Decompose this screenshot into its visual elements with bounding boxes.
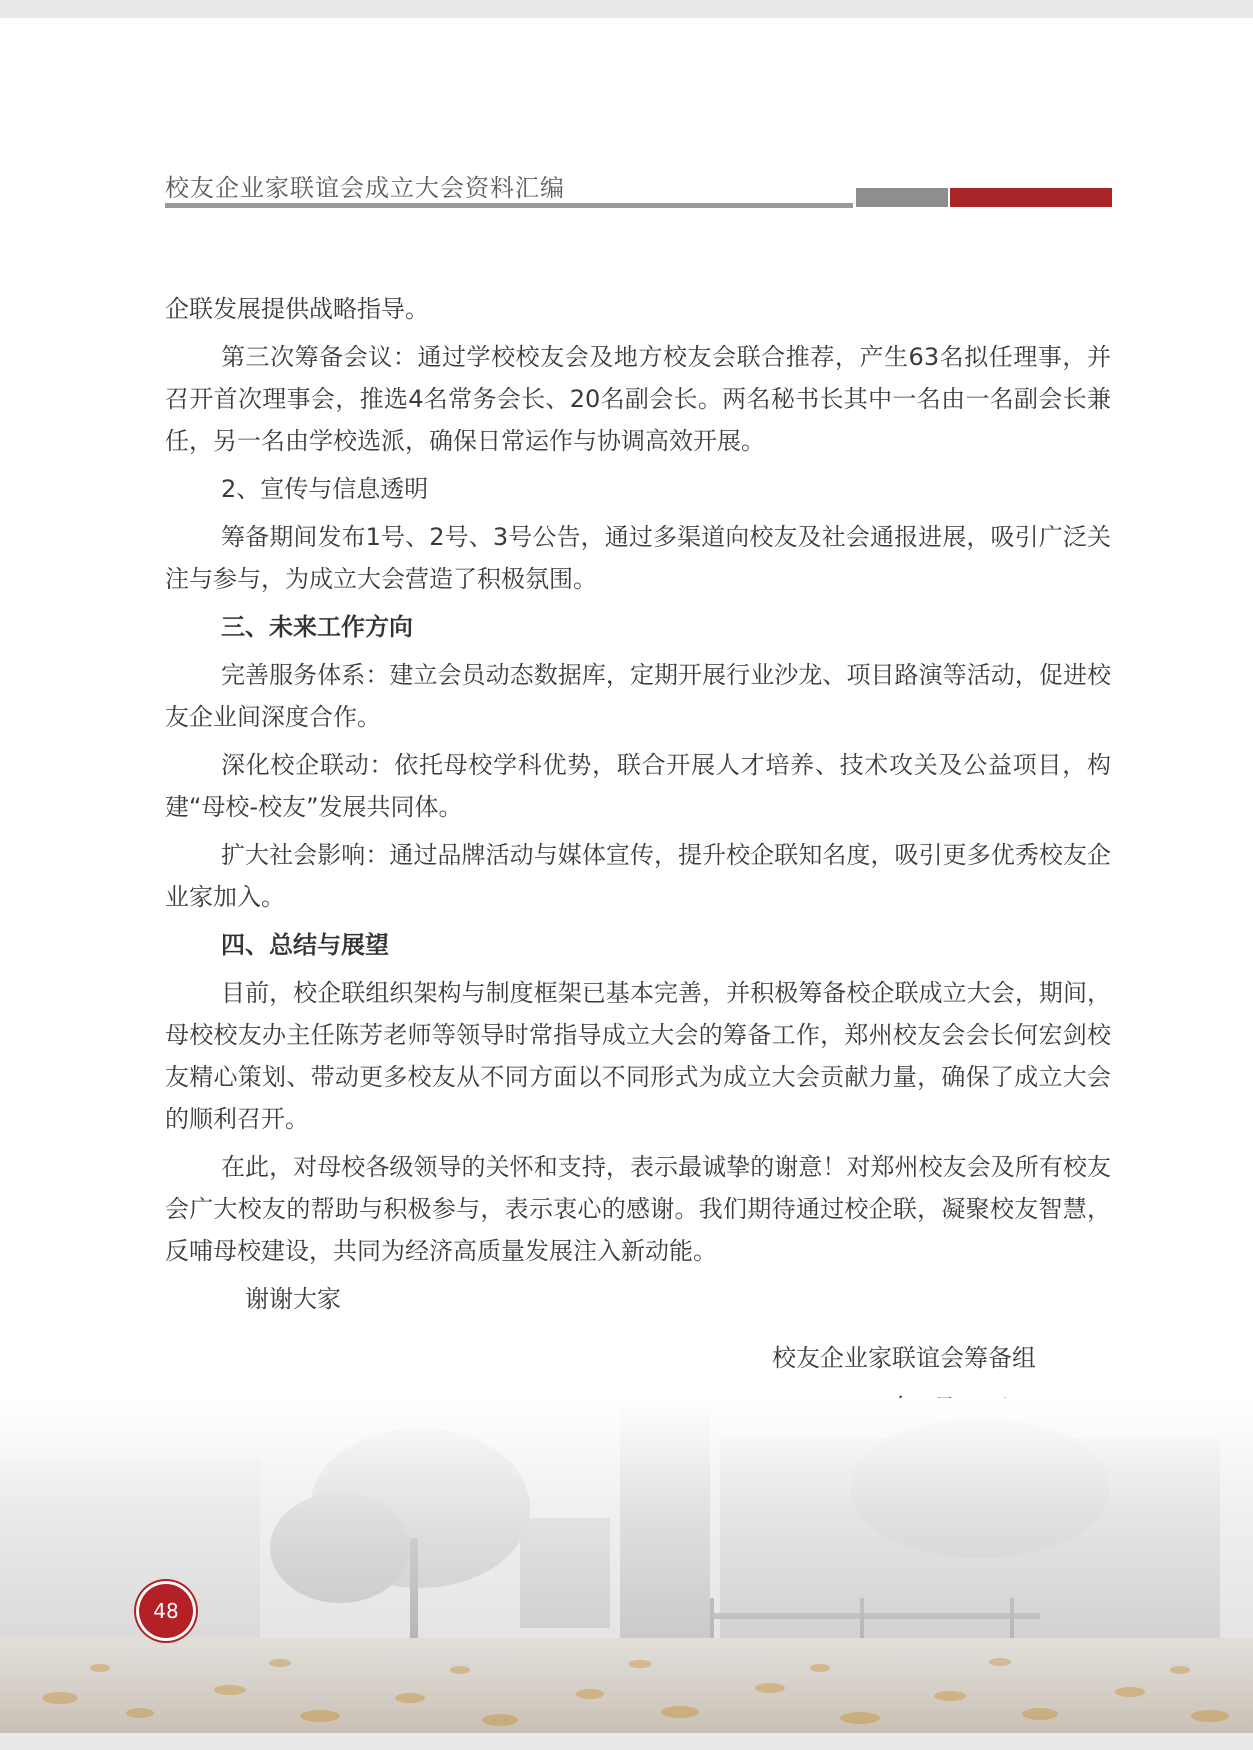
page-number-badge: 48 bbox=[139, 1584, 193, 1638]
header-rule-gray bbox=[165, 203, 853, 208]
paragraph-school-linkage: 深化校企联动：依托母校学科优势，联合开展人才培养、技术攻关及公益项目，构建“母校-校友”发展共同体。 bbox=[165, 751, 1111, 821]
body-text bbox=[165, 288, 1111, 1326]
paragraph-service-system: 完善服务体系：建立会员动态数据库，定期开展行业沙龙、项目路演等活动，促进校友企业间深度合作。 bbox=[165, 661, 1111, 731]
paragraph-current-status: 目前，校企联组织架构与制度框架已基本完善，并积极筹备校企联成立大会，期间，母校校友办主任陈芳老师等领导时常指导成立大会的筹备工作，郑州校友会会长何宏剑校友精心策划、带动更多校友从不同方面以不同形式为成立大会贡献力量，确保了成立大会的顺利召开。 bbox=[165, 979, 1111, 1133]
paragraph-third-meeting: 第三次筹备会议：通过学校校友会及地方校友会联合推荐，产生63名拟任理事，并召开首次理事会，推选4名常务会长、20名副会长。两名秘书长其中一名由一名副会长兼任，另一名由学校选派，确保日常运作与协调高效开展。 bbox=[165, 343, 1111, 455]
section-heading-summary: 四、总结与展望 bbox=[221, 931, 389, 959]
paragraph-announcements: 筹备期间发布1号、2号、3号公告，通过多渠道向校友及社会通报进展，吸引广泛关注与参与，为成立大会营造了积极氛围。 bbox=[165, 523, 1111, 593]
paragraph-gratitude: 在此，对母校各级领导的关怀和支持，表示最诚挚的谢意！对郑州校友会及所有校友会广大校友的帮助与积极参与，表示衷心的感谢。我们期待通过校企联，凝聚校友智慧，反哺母校建设，共同为经济高质量发展注入新动能。 bbox=[165, 1153, 1111, 1265]
header-block-gray bbox=[856, 188, 948, 207]
paragraph-continuation: 企联发展提供战略指导。 bbox=[165, 295, 429, 323]
paragraph-social-influence: 扩大社会影响：通过品牌活动与媒体宣传，提升校企联知名度，吸引更多优秀校友企业家加入。 bbox=[165, 841, 1111, 911]
closing-thanks: 谢谢大家 bbox=[245, 1285, 341, 1313]
section-heading-future: 三、未来工作方向 bbox=[221, 613, 413, 641]
document-page bbox=[0, 18, 1253, 1733]
running-header-title: 校友企业家联谊会成立大会资料汇编 bbox=[165, 174, 565, 202]
signature-organization: 校友企业家联谊会筹备组 bbox=[772, 1344, 1036, 1372]
header-block-red bbox=[950, 188, 1112, 207]
subheading-publicity: 2、宣传与信息透明 bbox=[221, 475, 429, 503]
campus-photo-backdrop bbox=[0, 1398, 1253, 1733]
